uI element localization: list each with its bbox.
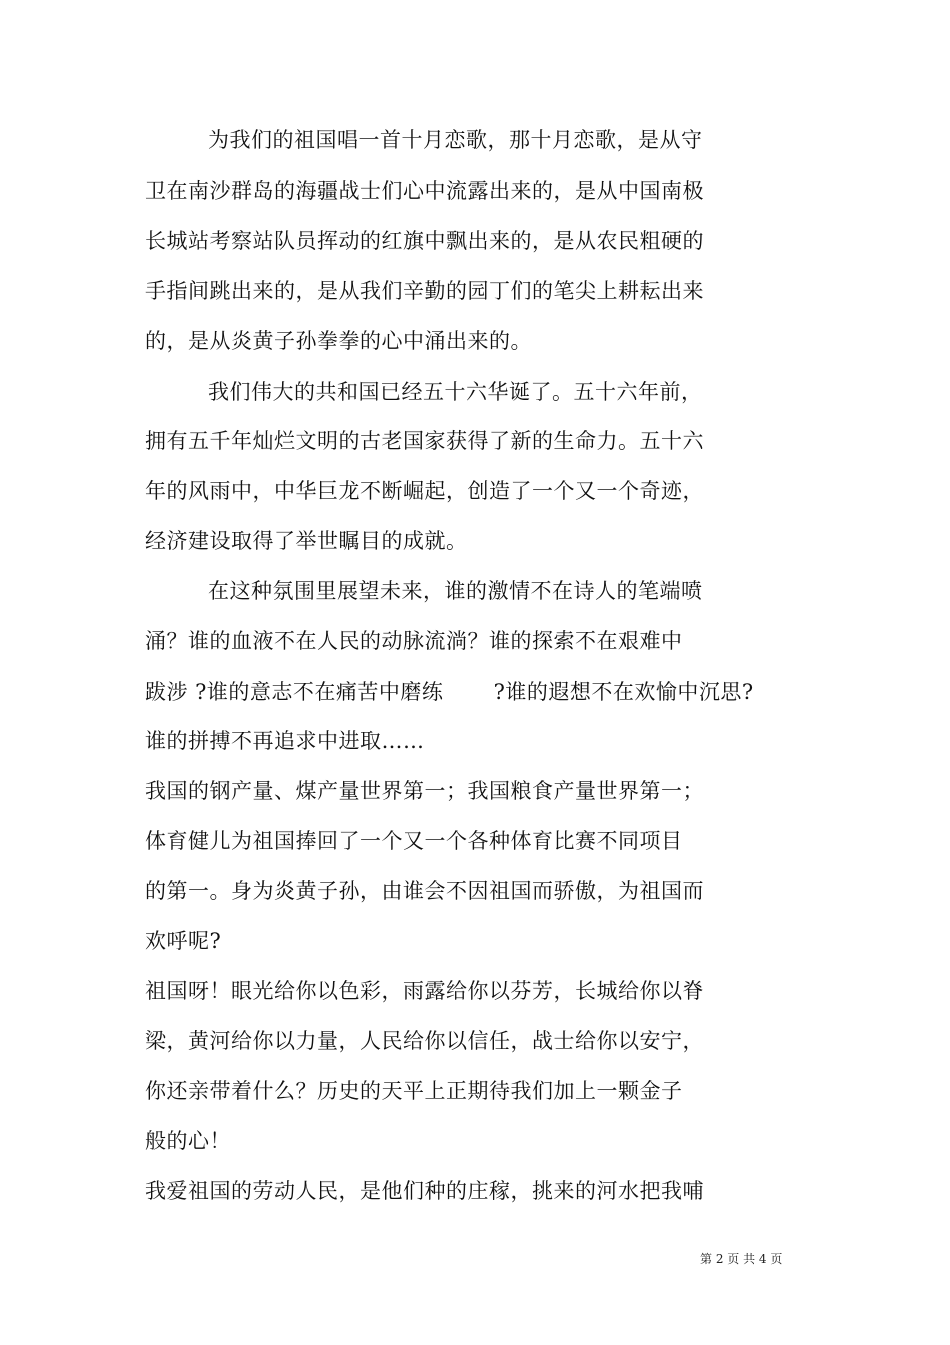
text-line-16: 的第一。身为炎黄子孙，由谁会不因祖国而骄傲，为祖国而 <box>145 879 704 903</box>
text-line-17: 欢呼呢? <box>145 929 222 953</box>
text-line-15: 体育健儿为祖国捧回了一个又一个各种体育比赛不同项目 <box>145 829 683 853</box>
text-line-10: 在这种氛围里展望未来，谁的激情不在诗人的笔端喷 <box>208 579 703 603</box>
text-line-8: 年的风雨中，中华巨龙不断崛起，创造了一个又一个奇迹， <box>145 479 704 503</box>
text-line-11: 涌？谁的血液不在人民的动脉流淌？谁的探索不在艰难中 <box>145 629 683 653</box>
text-line-19: 梁，黄河给你以力量，人民给你以信任，战士给你以安宁， <box>145 1029 704 1053</box>
text-line-4: 手指间跳出来的，是从我们辛勤的园丁们的笔尖上耕耘出来 <box>145 279 704 303</box>
text-line-20: 你还亲带着什么？历史的天平上正期待我们加上一颗金子 <box>145 1079 683 1103</box>
text-line-6: 我们伟大的共和国已经五十六华诞了。五十六年前， <box>208 380 703 404</box>
text-line-1: 为我们的祖国唱一首十月恋歌，那十月恋歌，是从守 <box>208 128 703 152</box>
text-line-7: 拥有五千年灿烂文明的古老国家获得了新的生命力。五十六 <box>145 429 704 453</box>
text-line-2: 卫在南沙群岛的海疆战士们心中流露出来的，是从中国南极 <box>145 179 704 203</box>
page-number-footer: 第 2 页 共 4 页 <box>700 1252 783 1266</box>
text-line-18: 祖国呀！眼光给你以色彩，雨露给你以芬芳，长城给你以脊 <box>145 979 704 1003</box>
text-line-22: 我爱祖国的劳动人民，是他们种的庄稼，挑来的河水把我哺 <box>145 1179 704 1203</box>
text-line-9: 经济建设取得了举世瞩目的成就。 <box>145 529 468 553</box>
text-line-21: 般的心！ <box>145 1129 231 1153</box>
text-line-12: 跋涉 ?谁的意志不在痛苦中磨练 ?谁的遐想不在欢愉中沉思? <box>145 680 754 704</box>
text-line-14: 我国的钢产量、煤产量世界第一；我国粮食产量世界第一； <box>145 779 704 803</box>
text-line-5: 的，是从炎黄子孙拳拳的心中涌出来的。 <box>145 329 532 353</box>
text-line-13: 谁的拼搏不再追求中进取…… <box>145 729 425 753</box>
text-line-3: 长城站考察站队员挥动的红旗中飘出来的，是从农民粗硬的 <box>145 229 704 253</box>
